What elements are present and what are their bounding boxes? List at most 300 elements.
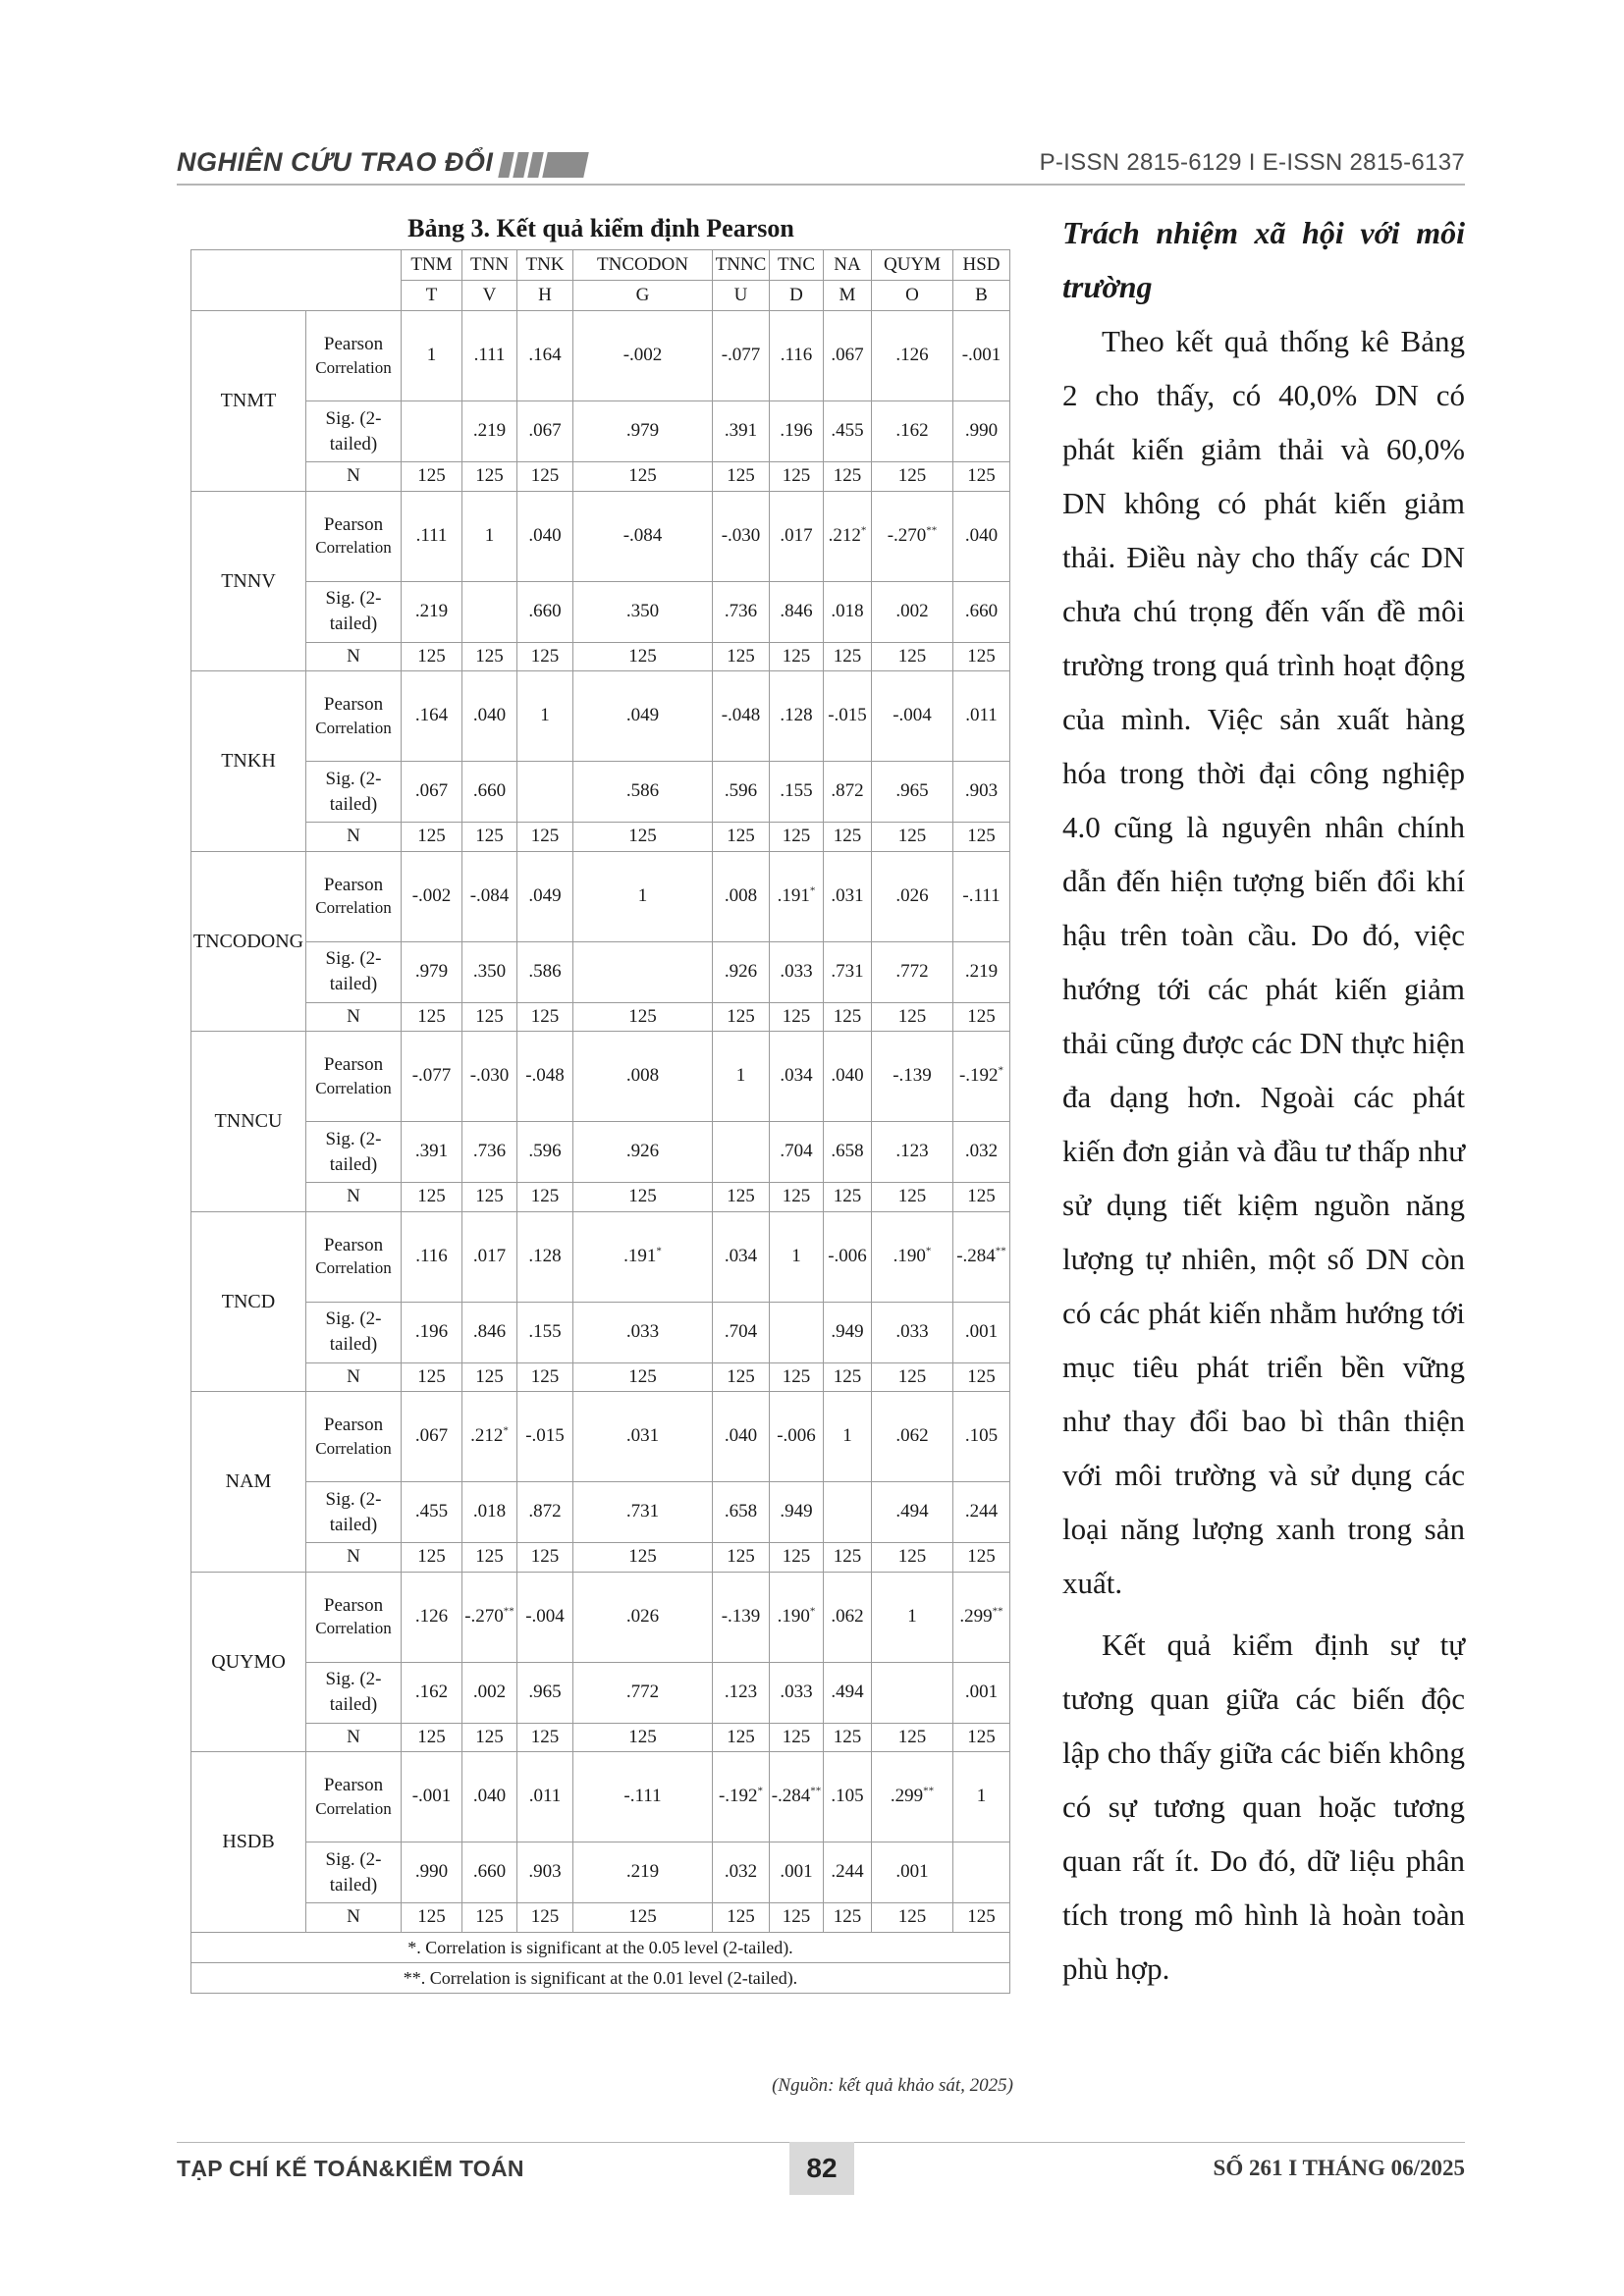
sig-value: .219: [953, 941, 1010, 1002]
correlation-number: 1: [637, 884, 648, 906]
column-header: TNN: [462, 250, 517, 281]
table-row: [191, 1482, 1010, 1543]
sig-value: .979: [573, 401, 713, 462]
correlation-number: 1: [791, 1245, 801, 1266]
n-value: 125: [402, 1723, 462, 1752]
n-value: 125: [953, 642, 1010, 671]
article-paragraph: Theo kết quả thống kê Bảng 2 cho thấy, có 40,0% DN có phát kiến giảm thải và 60,0% DN không có phát kiến giảm thải. Điều này cho thấy các DN chưa chú trọng đến vấn đề môi trường trong quá trình hoạt động của mình. Việc sản xuất hàng hóa trong thời đại công nghiệp 4.0 cũng là nguyên nhân chính dẫn đến hiện tượng biến đổi khí hậu trên toàn cầu. Do đó, việc hướng tới các phát kiến giảm thải cũng được các DN thực hiện đa dạng hơn. Ngoài các phát kiến đơn giản và đầu tư thấp như sử dụng tiết kiệm nguồn năng lượng tự nhiên, một số DN còn có các phát kiến nhằm hướng tới mục tiêu phát triển bền vững như thay đổi bao bì thân thiện với môi trường và sử dụng các loại năng lượng xanh trong sản xuất.: [1062, 324, 1465, 1600]
correlation-number: -.002: [623, 345, 663, 366]
correlation-value: [872, 1211, 953, 1302]
n-value: 125: [770, 1543, 824, 1573]
significance-mark: *: [656, 1245, 662, 1257]
stat-label-sig: [306, 1122, 402, 1183]
correlation-value: [872, 1572, 953, 1662]
n-value: 125: [824, 1543, 872, 1573]
stat-label-text: Correlation: [315, 1798, 392, 1818]
correlation-number: -.084: [623, 524, 663, 546]
stat-label-text: tailed): [329, 1694, 378, 1715]
section-title: NGHIÊN CỨU TRAO ĐỔI: [177, 147, 590, 179]
correlation-value: [872, 1032, 953, 1122]
correlation-value: [573, 1392, 713, 1482]
table-row: [191, 491, 1010, 581]
stat-label-pearson: [306, 311, 402, 401]
correlation-value: [402, 311, 462, 401]
correlation-number: .164: [528, 345, 562, 366]
n-value: 125: [824, 1723, 872, 1752]
stat-label-pearson: [306, 1032, 402, 1122]
correlation-number: .111: [415, 524, 448, 546]
correlation-value: [573, 1572, 713, 1662]
sig-value: .033: [770, 941, 824, 1002]
sig-value: .196: [402, 1302, 462, 1362]
correlation-value: [517, 1752, 573, 1842]
correlation-value: [573, 1752, 713, 1842]
correlation-number: -.192: [718, 1786, 758, 1807]
column-header: O: [872, 281, 953, 311]
column-header: G: [573, 281, 713, 311]
correlation-value: [953, 1032, 1010, 1122]
n-value: 125: [517, 1543, 573, 1573]
sig-value: .067: [517, 401, 573, 462]
correlation-number: -.192: [958, 1065, 999, 1087]
correlation-value: [953, 851, 1010, 941]
correlation-value: [573, 851, 713, 941]
sig-value: .660: [462, 762, 517, 823]
table-row: [191, 762, 1010, 823]
column-header: B: [953, 281, 1010, 311]
column-header: H: [517, 281, 573, 311]
n-value: 125: [872, 1362, 953, 1392]
correlation-number: .040: [964, 524, 999, 546]
sig-value: .033: [770, 1662, 824, 1723]
sig-value: .350: [462, 941, 517, 1002]
correlation-value: [713, 1572, 770, 1662]
stat-label-n: N: [306, 1002, 402, 1032]
correlation-value: [573, 671, 713, 762]
correlation-value: [824, 1211, 872, 1302]
sig-value: .736: [462, 1122, 517, 1183]
correlation-number: -.006: [777, 1425, 816, 1447]
stat-label-text: tailed): [329, 614, 378, 634]
table-row: [191, 642, 1010, 671]
stat-label-text: Correlation: [315, 898, 392, 918]
correlation-number: -.030: [469, 1065, 510, 1087]
column-header: NA: [824, 250, 872, 281]
sig-value: .965: [872, 762, 953, 823]
stat-label-n: N: [306, 642, 402, 671]
sig-value: .155: [770, 762, 824, 823]
significance-mark: *: [809, 884, 816, 897]
n-value: 125: [713, 1362, 770, 1392]
correlation-number: .017: [472, 1245, 507, 1266]
n-value: 125: [402, 1002, 462, 1032]
n-value: 125: [517, 1002, 573, 1032]
stat-label-text: tailed): [329, 1334, 378, 1355]
column-header-row: [191, 250, 1010, 281]
n-value: 125: [462, 462, 517, 492]
table-row: [191, 581, 1010, 642]
correlation-number: .026: [625, 1605, 660, 1627]
table-row: [191, 1122, 1010, 1183]
column-header: TNM: [402, 250, 462, 281]
n-value: 125: [713, 823, 770, 852]
sig-value: .596: [517, 1122, 573, 1183]
table-row: [191, 671, 1010, 762]
correlation-number: 1: [540, 705, 550, 726]
sig-value: .350: [573, 581, 713, 642]
n-value: 125: [713, 642, 770, 671]
correlation-number: -.004: [525, 1605, 565, 1627]
correlation-value: [872, 311, 953, 401]
sig-value: .219: [462, 401, 517, 462]
stat-label-text: tailed): [329, 433, 378, 454]
page-header: [177, 147, 1465, 183]
stat-label-text: Sig. (2-: [325, 948, 382, 970]
stat-label-pearson: [306, 491, 402, 581]
sig-value: .990: [402, 1842, 462, 1903]
n-value: 125: [573, 1543, 713, 1573]
n-value: 125: [824, 462, 872, 492]
correlation-number: .049: [528, 884, 562, 906]
n-value: 125: [573, 1002, 713, 1032]
correlation-value: [824, 311, 872, 401]
sig-value: .736: [713, 581, 770, 642]
correlation-number: -.139: [721, 1605, 761, 1627]
n-value: 125: [402, 642, 462, 671]
stat-label-text: Sig. (2-: [325, 768, 382, 789]
correlation-value: [953, 311, 1010, 401]
correlation-value: [402, 491, 462, 581]
correlation-number: .116: [415, 1245, 448, 1266]
significance-mark: **: [995, 1245, 1006, 1257]
correlation-value: [770, 671, 824, 762]
sig-value: .658: [824, 1122, 872, 1183]
table-row: [191, 1903, 1010, 1933]
corner-cell: [191, 250, 402, 311]
n-value: 125: [402, 1543, 462, 1573]
article-heading: Trách nhiệm xã hội với môi trường: [1062, 215, 1465, 304]
stat-label-n: N: [306, 1903, 402, 1933]
sig-value: .001: [872, 1842, 953, 1903]
header-divider: [177, 184, 1465, 186]
correlation-number: -.284: [956, 1245, 996, 1266]
correlation-number: 1: [484, 524, 495, 546]
sig-value: .731: [824, 941, 872, 1002]
n-value: 125: [872, 1903, 953, 1933]
correlation-number: .011: [965, 705, 998, 726]
correlation-value: [402, 851, 462, 941]
stat-label-sig: [306, 1302, 402, 1362]
significance-mark: **: [810, 1785, 822, 1797]
correlation-value: [462, 311, 517, 401]
correlation-number: .067: [414, 1425, 449, 1447]
page-number: 82: [789, 2142, 854, 2195]
correlation-number: .062: [831, 1605, 864, 1627]
journal-name: TẠP CHÍ KẾ TOÁN&KIỂM TOÁN: [177, 2156, 524, 2181]
n-value: 125: [517, 1362, 573, 1392]
correlation-number: .031: [625, 1425, 660, 1447]
column-header: D: [770, 281, 824, 311]
n-value: 125: [462, 1183, 517, 1212]
correlation-number: .191: [623, 1245, 657, 1266]
n-value: 125: [573, 642, 713, 671]
sig-value: .018: [462, 1482, 517, 1543]
sig-value: .772: [872, 941, 953, 1002]
sig-value: [953, 1842, 1010, 1903]
correlation-value: [953, 671, 1010, 762]
stat-label-sig: [306, 762, 402, 823]
stat-label-text: Sig. (2-: [325, 1308, 382, 1330]
n-value: 125: [573, 462, 713, 492]
sig-value: [824, 1482, 872, 1543]
correlation-number: -.030: [721, 524, 761, 546]
correlation-value: [517, 1572, 573, 1662]
n-value: 125: [824, 1903, 872, 1933]
sig-value: .596: [713, 762, 770, 823]
n-value: 125: [770, 462, 824, 492]
correlation-number: -.111: [623, 1786, 662, 1807]
n-value: 125: [872, 1543, 953, 1573]
correlation-number: .128: [780, 705, 813, 726]
sig-value: .244: [953, 1482, 1010, 1543]
n-value: 125: [872, 1002, 953, 1032]
sig-value: .001: [953, 1662, 1010, 1723]
stat-label-text: Pearson: [323, 334, 384, 355]
correlation-value: [770, 1392, 824, 1482]
significance-mark: *: [925, 1245, 932, 1257]
table-row: [191, 1752, 1010, 1842]
correlation-number: .040: [724, 1425, 758, 1447]
stat-label-pearson: [306, 1752, 402, 1842]
table-note: **. Correlation is significant at the 0.01 level (2-tailed).: [191, 1962, 1010, 1993]
stat-label-n: N: [306, 462, 402, 492]
stat-label-text: tailed): [329, 974, 378, 994]
n-value: 125: [953, 1723, 1010, 1752]
stat-label-n: N: [306, 1723, 402, 1752]
table-title: Bảng 3. Kết quả kiểm định Pearson: [407, 214, 794, 242]
correlation-number: .128: [528, 1245, 562, 1266]
stat-label-text: Correlation: [315, 538, 392, 558]
correlation-value: [402, 671, 462, 762]
sig-value: [517, 762, 573, 823]
n-value: 125: [953, 1002, 1010, 1032]
table-row: [191, 1183, 1010, 1212]
table-row: [191, 1392, 1010, 1482]
significance-mark: **: [503, 1605, 514, 1618]
stat-label-sig: [306, 581, 402, 642]
table-row: [191, 401, 1010, 462]
correlation-value: [770, 1572, 824, 1662]
correlation-value: [402, 1211, 462, 1302]
sig-value: .067: [402, 762, 462, 823]
sig-value: .965: [517, 1662, 573, 1723]
correlation-number: .008: [724, 884, 758, 906]
correlation-value: [770, 851, 824, 941]
variable-name: NAM: [191, 1392, 306, 1573]
sig-value: .872: [824, 762, 872, 823]
sig-value: .455: [824, 401, 872, 462]
n-value: 125: [824, 823, 872, 852]
correlation-value: [713, 1032, 770, 1122]
stat-label-text: Correlation: [315, 357, 392, 377]
n-value: 125: [462, 1362, 517, 1392]
sig-value: .731: [573, 1482, 713, 1543]
stat-label-n: N: [306, 823, 402, 852]
correlation-value: [824, 491, 872, 581]
n-value: 125: [462, 642, 517, 671]
n-value: 125: [713, 1543, 770, 1573]
sig-value: [872, 1662, 953, 1723]
n-value: 125: [402, 1362, 462, 1392]
correlation-number: 1: [907, 1605, 917, 1627]
correlation-number: -.004: [893, 705, 932, 726]
sig-value: .123: [713, 1662, 770, 1723]
n-value: 125: [824, 1002, 872, 1032]
correlation-value: [573, 1211, 713, 1302]
stat-label-n: N: [306, 1183, 402, 1212]
n-value: 125: [517, 642, 573, 671]
table-row: [191, 311, 1010, 401]
significance-mark: *: [809, 1605, 816, 1618]
stat-label-text: Correlation: [315, 1438, 392, 1458]
table-row: [191, 1543, 1010, 1573]
sig-value: [462, 581, 517, 642]
correlation-number: -.270: [887, 524, 927, 546]
sig-value: .949: [770, 1482, 824, 1543]
n-value: 125: [824, 642, 872, 671]
correlation-number: .008: [625, 1065, 660, 1087]
n-value: 125: [517, 1903, 573, 1933]
sig-value: .494: [872, 1482, 953, 1543]
correlation-value: [713, 491, 770, 581]
n-value: 125: [824, 1183, 872, 1212]
table-note-row: [191, 1962, 1010, 1993]
n-value: 125: [872, 1723, 953, 1752]
correlation-number: .040: [528, 524, 562, 546]
correlation-number: .190: [777, 1605, 810, 1627]
stat-label-text: Sig. (2-: [325, 407, 382, 429]
correlation-number: -.048: [721, 705, 761, 726]
correlation-value: [462, 671, 517, 762]
n-value: 125: [713, 1723, 770, 1752]
article-column: [1062, 206, 1465, 1996]
correlation-number: .034: [780, 1065, 813, 1087]
n-value: 125: [713, 462, 770, 492]
sig-value: .032: [713, 1842, 770, 1903]
stat-label-text: Pearson: [323, 1415, 384, 1436]
sig-value: .903: [517, 1842, 573, 1903]
correlation-number: .299: [890, 1786, 924, 1807]
stat-label-pearson: [306, 1211, 402, 1302]
sig-value: .660: [462, 1842, 517, 1903]
sig-value: .658: [713, 1482, 770, 1543]
table-row: [191, 1723, 1010, 1752]
correlation-number: -.077: [411, 1065, 452, 1087]
stat-label-text: Sig. (2-: [325, 1848, 382, 1870]
n-value: 125: [402, 1183, 462, 1212]
variable-name: TNNV: [191, 491, 306, 671]
sig-value: .660: [953, 581, 1010, 642]
n-value: 125: [953, 1362, 1010, 1392]
n-value: 125: [953, 462, 1010, 492]
stat-label-text: Pearson: [323, 694, 384, 716]
stat-label-text: Pearson: [323, 1775, 384, 1796]
correlation-value: [402, 1572, 462, 1662]
sig-value: .196: [770, 401, 824, 462]
n-value: 125: [824, 1362, 872, 1392]
correlation-value: [462, 1211, 517, 1302]
n-value: 125: [462, 1723, 517, 1752]
table-row: [191, 1211, 1010, 1302]
n-value: 125: [713, 1183, 770, 1212]
column-header: TNK: [517, 250, 573, 281]
correlation-value: [824, 671, 872, 762]
correlation-number: 1: [735, 1065, 746, 1087]
stat-label-pearson: [306, 671, 402, 762]
n-value: 125: [517, 1183, 573, 1212]
stat-label-text: Pearson: [323, 1054, 384, 1076]
correlation-value: [462, 1032, 517, 1122]
column-header: U: [713, 281, 770, 311]
pearson-table: [190, 249, 1010, 1994]
correlation-number: .105: [964, 1425, 999, 1447]
correlation-value: [824, 851, 872, 941]
correlation-number: .126: [414, 1605, 449, 1627]
correlation-value: [953, 491, 1010, 581]
significance-mark: **: [923, 1785, 935, 1797]
correlation-value: [462, 851, 517, 941]
correlation-number: .017: [780, 524, 813, 546]
sig-value: .949: [824, 1302, 872, 1362]
sig-value: .455: [402, 1482, 462, 1543]
correlation-value: [517, 1392, 573, 1482]
correlation-number: 1: [976, 1786, 987, 1807]
table-row: [191, 823, 1010, 852]
correlation-number: -.048: [525, 1065, 565, 1087]
correlation-number: .031: [831, 884, 864, 906]
stat-label-text: Sig. (2-: [325, 1488, 382, 1510]
sig-value: .018: [824, 581, 872, 642]
correlation-number: .191: [777, 884, 810, 906]
sig-value: .979: [402, 941, 462, 1002]
correlation-number: .105: [831, 1786, 864, 1807]
stat-label-text: Correlation: [315, 1619, 392, 1638]
correlation-number: .040: [472, 705, 507, 726]
sig-value: .001: [953, 1302, 1010, 1362]
correlation-value: [713, 1211, 770, 1302]
correlation-value: [953, 1392, 1010, 1482]
correlation-value: [517, 851, 573, 941]
sig-value: .704: [713, 1302, 770, 1362]
n-value: 125: [573, 1903, 713, 1933]
n-value: 125: [953, 1903, 1010, 1933]
stat-label-pearson: [306, 851, 402, 941]
correlation-number: -.001: [411, 1786, 452, 1807]
n-value: 125: [517, 462, 573, 492]
n-value: 125: [573, 823, 713, 852]
sig-value: .926: [713, 941, 770, 1002]
correlation-number: .040: [831, 1065, 864, 1087]
correlation-value: [517, 491, 573, 581]
stat-label-text: Sig. (2-: [325, 1669, 382, 1690]
sig-value: [402, 401, 462, 462]
sig-value: [573, 941, 713, 1002]
sig-value: [713, 1122, 770, 1183]
table-row: [191, 1032, 1010, 1122]
issn-label: P-ISSN 2815-6129 I E-ISSN 2815-6137: [1039, 149, 1465, 176]
table-row: [191, 1842, 1010, 1903]
correlation-number: -.111: [962, 884, 1001, 906]
